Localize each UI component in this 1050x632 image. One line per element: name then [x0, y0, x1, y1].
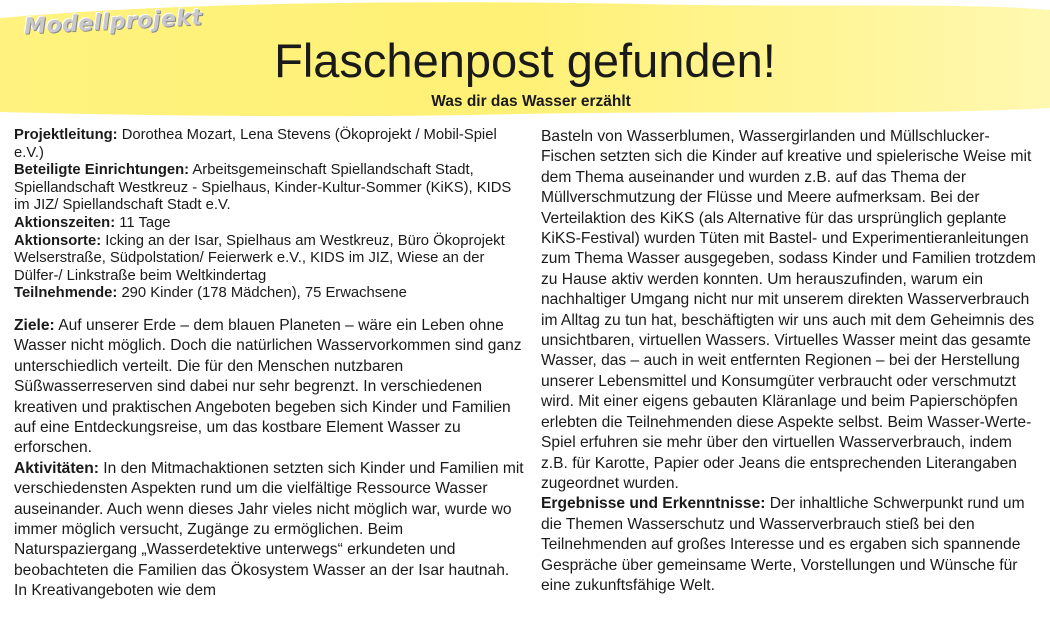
header-banner — [0, 0, 1050, 122]
aktivitaeten-text: In den Mitmachaktionen setzten sich Kinder und Familien mit verschiedensten Aspekten rund um die vielfältige Ressource Wasser auseinander. Auch wenn dieses Jahr vieles nicht möglich war, wurde wo immer möglich versucht, Zugänge zu ermöglichen. Beim Naturspaziergang „Wasserdetektive unterwegs“ erkundeten und beobachteten die Familien das Ökosystem Wasser an der Isar hautnah. In Kreativangeboten wie dem — [14, 459, 524, 600]
meta-aktionsorte — [14, 233, 524, 286]
section-aktivitaeten-continued: Basteln von Wasserblumen, Wassergirlanden und Müllschlucker-Fischen setzten sich die Kinder auf kreative und spielerische Weise mit dem Thema auseinander und wurden z.B. auf das Thema der Müllverschmutzung der Flüsse und Meere aufmerksam. Bei der Verteilaktion des KiKS (als Alternative für das ursprünglich geplante KiKS-Festival) wurden Tüten mit Bastel- und Experimentieranleitungen zum Thema Wasser ausgegeben, sodass Kinder und Familien trotzdem zu Hause aktiv werden konnten. Um herauszufinden, warum ein nachhaltiger Umgang nicht nur mit unserem direkten Wasserverbrauch im Alltag zu tun hat, beschäftigten wir uns auch mit dem Geheimnis des unsichtbaren, virtuellen Wassers. Virtuelles Wasser meint das gesamte Wasser, das – auch in weit entfernten Regionen – bei der Herstellung unserer Lebensmittel und Konsumgüter verbraucht oder verschmutzt wird. Mit einer eigens gebauten Kläranlage und beim Papierschöpfen erlebten die Teilnehmenden diese Aspekte selbst. Beim Wasser-Werte-Spiel erfuhren sie mehr über den virtuellen Wasserverbrauch, indem z.B. für Karotte, Papier oder Jeans die entsprechenden Literangaben zugeordnet wurden. — [541, 128, 1036, 492]
aktivitaeten-heading: Aktivitäten: — [14, 459, 99, 477]
meta-teilnehmende — [14, 285, 524, 303]
meta-label: Teilnehmende: — [14, 285, 118, 302]
section-ziele — [14, 316, 524, 459]
ergebnisse-heading: Ergebnisse und Erkenntnisse: — [541, 495, 766, 513]
badge-modellprojekt: Modellprojekt — [23, 5, 204, 40]
meta-label: Beteiligte Einrichtungen: — [14, 162, 190, 179]
meta-label: Aktionszeiten: — [14, 214, 116, 231]
meta-einrichtungen — [14, 162, 524, 215]
meta-block — [14, 127, 524, 303]
ziele-heading: Ziele: — [14, 316, 55, 334]
meta-value: Arbeitsgemeinschaft Spiellandschaft Stadt, Spiellandschaft Westkreuz - Spielhaus, Kinder-Kultur-Sommer (KiKS), KIDS im JIZ/ Spiellandschaft Stadt e.V. — [14, 162, 512, 214]
meta-value: 11 Tage — [115, 214, 171, 231]
page-subtitle: Was dir das Wasser erzählt — [431, 93, 631, 110]
ziele-text: Auf unserer Erde – dem blauen Planeten – wäre ein Leben ohne Wasser nicht möglich. Doch die natürlichen Wasservorkommen sind ganz unterschiedlich verteilt. Die für den Menschen nutzbaren Süßwasserreserven sind dabei nur sehr begrenzt. In verschiedenen kreativen und praktischen Angeboten begeben sich Kinder und Familien auf eine Entdeckungsreise, um das kostbare Element Wasser zu erforschen. — [14, 316, 522, 457]
meta-value: 290 Kinder (178 Mädchen), 75 Erwachsene — [117, 285, 407, 302]
section-ergebnisse — [541, 494, 1041, 596]
meta-value: Icking an der Isar, Spielhaus am Westkreuz, Büro Ökoprojekt Welserstraße, Südpolstation/ Feierwerk e.V., KIDS im JIZ, Wiese an der Dülfer-/ Linkstraße beim Weltkindertag — [14, 232, 505, 284]
meta-aktionszeiten — [14, 215, 524, 233]
meta-label: Aktionsorte: — [14, 232, 102, 249]
right-column — [541, 127, 1041, 596]
meta-label: Projektleitung: — [14, 127, 118, 143]
section-aktivitaeten — [14, 459, 524, 602]
left-column — [14, 127, 524, 602]
meta-projektleitung — [14, 127, 524, 162]
page-title: Flaschenpost gefunden! — [274, 34, 776, 87]
ergebnisse-text: Der inhaltliche Schwerpunkt rund um die Themen Wasserschutz und Wasserverbrauch stieß bei den Teilnehmenden auf großes Interesse und es ergaben sich spannende Gespräche über gemeinsame Werte, Vorstellungen und Wünsche für eine zukunftsfähige Welt. — [541, 495, 1025, 594]
meta-value: Dorothea Mozart, Lena Stevens (Ökoprojekt / Mobil-Spiel e.V.) — [14, 127, 497, 161]
